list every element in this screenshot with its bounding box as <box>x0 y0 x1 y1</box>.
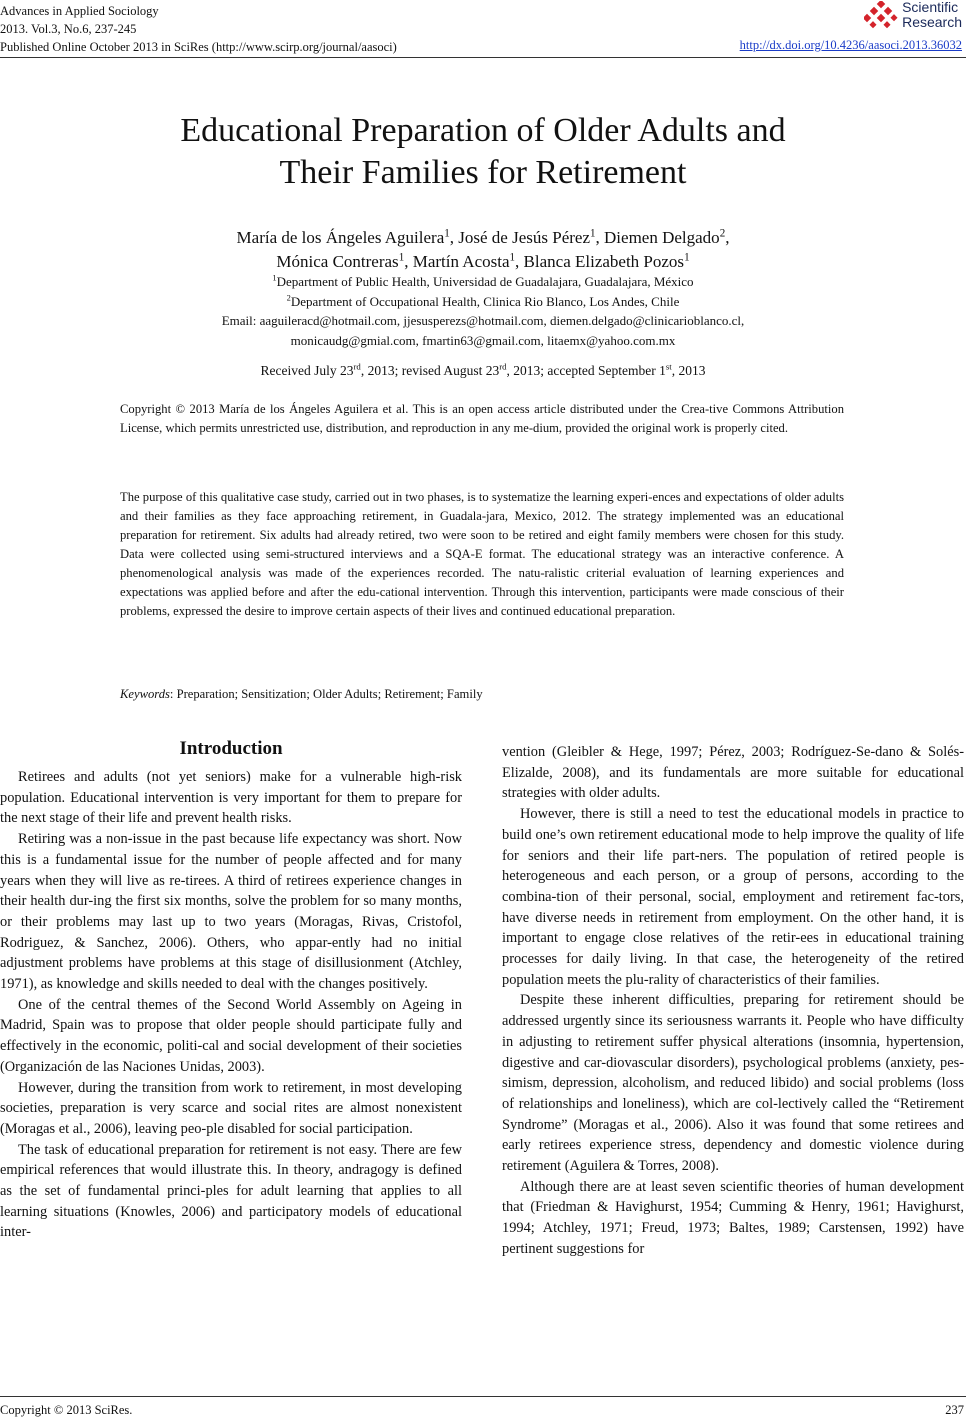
publication-info: Published Online October 2013 in SciRes (http://www.scirp.org/journal/aasoci) <box>0 40 397 54</box>
header-divider <box>0 57 966 58</box>
keywords <box>120 685 844 704</box>
body-paragraph: One of the central themes of the Second World Assembly on Ageing in Madrid, Spain was to propose that older people should participate fully and effectively in the economic, politi-cal and social development of their societies (Organización de las Naciones Unidas, 2003). <box>0 996 462 1075</box>
affiliation-2: $^2$Department of Occupational Health, Clinica Rio Blanco, Los Andes, Chile <box>286 292 680 309</box>
author-name: Mónica Contreras <box>276 252 399 271</box>
body-paragraph: Despite these inherent difficulties, preparing for retirement should be addressed urgently since its seriousness warrants it. People who have difficulty in adjusting to retirement suffer physical alterations (insomnia, hypertension, digestive and car-diovascular disorders), psychological problems (anxiety, pes-simism, depression, alcoholism, and reduced libido) and social problems (loss of relationships and loneliness), which are col-lectively called the “Retirement Syndrome” (Moragas et al., 2006). Also it was found that some retirees and early retirees experience stress, dependency and domestic violence during retirement (Aguilera & Torres, 2008). <box>502 992 964 1175</box>
author-name: María de los Ángeles Aguilera <box>236 228 445 247</box>
author-name: Martín Acosta <box>412 252 510 271</box>
paper-title <box>0 110 966 194</box>
body-paragraph: However, there is still a need to test the educational models in practice to build one’s own retirement educational mode to help improve the quality of life for seniors and their life part-ners. The population of retired people is heterogeneous and each person, or a group of persons, according to the combina-tion of their personal, social, employment and retirement fac-tors, have diverse needs in retirement from employment. On the other hand, it is important to engage close relatives of the retir-ees in educational training processes for daily living. In that case, the heterogeneity of the retired population meets the plu-rality of characteristics of their families. <box>502 806 964 988</box>
scientific-research-logo-icon <box>864 1 898 29</box>
footer-copyright: Copyright © 2013 SciRes. <box>0 1403 133 1417</box>
journal-volume: 2013. Vol.3, No.6, 237-245 <box>0 22 137 36</box>
title-line-1: Educational Preparation of Older Adults and <box>180 112 786 149</box>
abstract: The purpose of this qualitative case study, carried out in two phases, is to systematize the learning experi-ences and expectations of older adults and their families as they face approaching retirement, in Guadala-jara, Mexico, 2012. The strategy implemented was an educational preparation for retirement. Six adults had already retired, two were soon to be retired and eight family members were chosen for this study. Data were collected using semi-structured interviews and a SQA-E format. The educational strategy was an interactive conference. A phenomenological analysis was made of the experiences recorded. The natu-ralistic criterial evaluation of learning experiences and expectations was applied before and after the edu-cational intervention. Through this intervention, participants were made conscious of their problems, expressed the desire to improve certain aspects of their lives and continued educational preparation. <box>120 490 844 618</box>
affiliations <box>0 272 966 350</box>
author-name: Diemen Delgado <box>604 228 720 247</box>
author-name: Blanca Elizabeth Pozos <box>523 252 685 271</box>
journal-name: Advances in Applied Sociology <box>0 4 159 18</box>
right-column <box>502 742 964 1260</box>
footer-divider <box>0 1396 966 1397</box>
body-paragraph: The task of educational preparation for retirement is not easy. There are few empirical references that would illustrate this. In theory, andragogy is defined as the set of fundamental princi-ples for adult learning that applies to all learning situations (Knowles, 2006) and participatory models of educational inter- <box>0 1141 462 1241</box>
email-line-1: Email: aaguileracd@hotmail.com, jjesusperezs@hotmail.com, diemen.delgado@clinicarioblanco.cl, <box>221 313 745 328</box>
body-paragraph: Although there are at least seven scientific theories of human development that (Friedman & Havighurst, 1954; Cumming & Henry, 1961; Havighurst, 1994; Atchley, 1971; Freud, 1973; Baltes, 1989; Carstensen, 1992) have pertinent suggestions for <box>502 1178 964 1257</box>
body-paragraph: Retiring was a non-issue in the past because life expectancy was short. Now this is a fundamental issue for the number of people affected and for many years when they will live as re-tirees. A third of retirees experience changes in their health dur-ing the first six months, solve the problem for so many months, or their problems may last up to two years (Moragas, Rivas, Cristofol, Rodriguez, & Sanchez, 2006). Others, who appar-ently had no initial adjustment problems have problems at this stage of disillusionment (Atchley, 1971), as knowledge and skills needed to deal with the changes positively. <box>0 831 462 993</box>
body-paragraph: However, during the transition from work to retirement, in most developing societies, preparation is very scarce and social rites are almost nonexistent (Moragas et al., 2006), leaving peo-ple disabled for social participation. <box>0 1079 462 1137</box>
author-name: José de Jesús Pérez <box>458 228 590 247</box>
section-heading-introduction: Introduction <box>179 738 283 759</box>
doi-link[interactable]: http://dx.doi.org/10.4236/aasoci.2013.36032 <box>739 38 962 52</box>
body-paragraph: vention (Gleibler & Hege, 1997; Pérez, 2003; Rodríguez-Se-dano & Solés-Elizalde, 2008), and its fundamentals are more suitable for educational strategies with older adults. <box>502 744 964 802</box>
logo-line-2: Research <box>902 14 962 30</box>
author-line-1: María de los Ángeles Aguilera$^1$, José de Jesús Pérez$^1$, Diemen Delgado$^2$, <box>236 227 730 247</box>
page-number: 237 <box>945 1403 964 1417</box>
publisher-logo <box>864 0 962 30</box>
body-paragraph: Retirees and adults (not yet seniors) make for a vulnerable high-risk population. Educational intervention is very important for them to prepare for the next stage of their life and prevent health risks. <box>0 769 462 827</box>
left-column <box>0 736 462 1243</box>
logo-text <box>902 0 962 30</box>
article-dates: Received July 23rd, 2013; revised August 23rd, 2013; accepted September 1st, 2013 <box>260 361 706 378</box>
author-list <box>0 226 966 274</box>
email-line-2: monicaudg@gmial.com, fmartin63@gmail.com, litaemx@yahoo.com.mx <box>290 332 676 348</box>
affiliation-1: $^1$Department of Public Health, Universidad de Guadalajara, Guadalajara, México <box>272 272 694 289</box>
title-line-2: Their Families for Retirement <box>279 154 687 191</box>
keywords-list: : Preparation; Sensitization; Older Adults; Retirement; Family <box>169 687 483 701</box>
author-line-2: Mónica Contreras$^1$, Martín Acosta$^1$, Blanca Elizabeth Pozos$^1$ <box>276 251 690 271</box>
running-header <box>0 2 397 56</box>
keywords-label: Keywords <box>120 687 170 701</box>
copyright-notice: Copyright © 2013 María de los Ángeles Aguilera et al. This is an open access article distributed under the Crea-tive Commons Attribution License, which permits unrestricted use, distribution, and reproduction in any me-dium, provided the original work is properly cited. <box>120 402 844 435</box>
logo-line-1: Scientific <box>902 0 959 15</box>
